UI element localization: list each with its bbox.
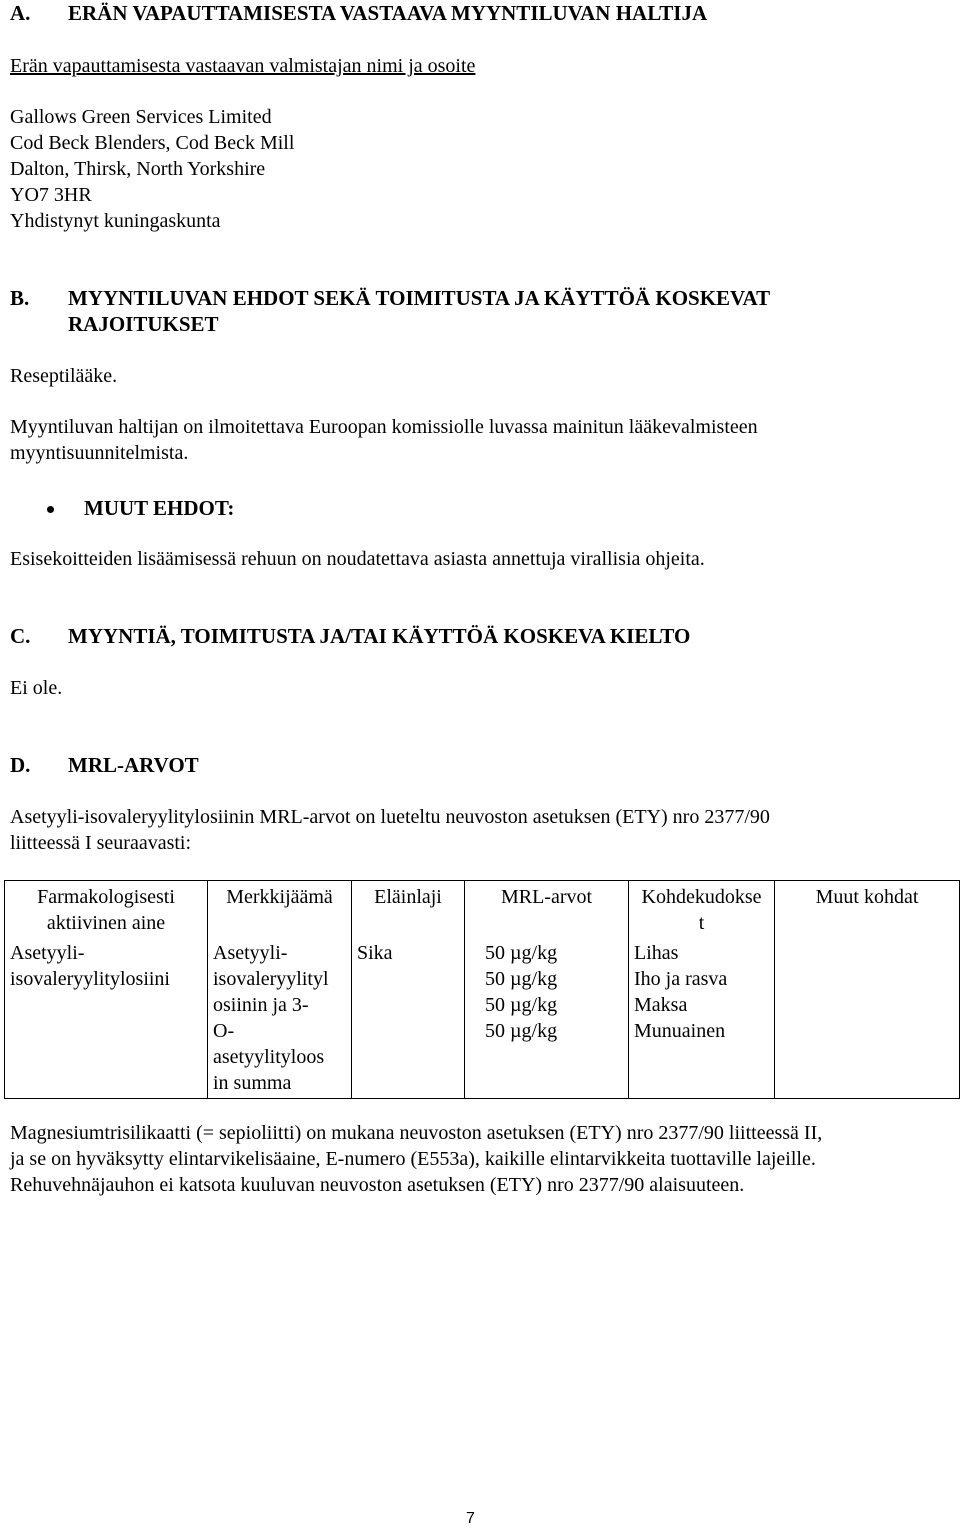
address-line-5: Yhdistynyt kuningaskunta xyxy=(10,210,221,232)
header-substance: Farmakologisesti aktiivinen aine xyxy=(5,881,208,939)
section-b-letter: B. xyxy=(10,286,30,310)
header-tissue: Kohdekudokse t xyxy=(629,881,775,939)
header-other: Muut kohdat xyxy=(775,881,960,939)
cell-substance: Asetyyli- isovaleryylitylosiini xyxy=(5,938,208,1099)
mrl-intro-line-2: liitteessä I seuraavasti: xyxy=(10,832,192,854)
manufacturer-address xyxy=(10,104,294,234)
section-a-letter: A. xyxy=(10,1,31,25)
cell-tissue: Lihas Iho ja rasva Maksa Munuainen xyxy=(629,938,775,1099)
section-b-heading xyxy=(10,285,770,311)
section-d-letter: D. xyxy=(10,753,31,777)
section-c-letter: C. xyxy=(10,624,31,648)
table-header-row xyxy=(5,881,960,939)
manufacturer-subheading: Erän vapauttamisesta vastaavan valmistajan nimi ja osoite xyxy=(10,55,476,77)
prescription-text: Reseptilääke. xyxy=(10,365,118,387)
section-c-heading xyxy=(10,623,690,649)
address-line-3: Dalton, Thirsk, North Yorkshire xyxy=(10,158,266,180)
header-mrl: MRL-arvot xyxy=(465,881,629,939)
closing-line-1: Magnesiumtrisilikaatti (= sepioliitti) on mukana neuvoston asetuksen (ETY) nro 2377/90 liitteessä II, xyxy=(10,1122,823,1144)
section-d-title: MRL-ARVOT xyxy=(68,753,199,777)
header-species: Eläinlaji xyxy=(352,881,465,939)
mrl-table xyxy=(4,880,960,1099)
closing-paragraph xyxy=(10,1120,822,1198)
page-number: 7 xyxy=(466,1510,475,1527)
other-conditions-heading: MUUT EHDOT: xyxy=(84,496,235,520)
premix-instructions: Esisekoitteiden lisäämisessä rehuun on noudatettava asiasta annettuja virallisia ohjeita. xyxy=(10,548,705,570)
section-c-title: MYYNTIÄ, TOIMITUSTA JA/TAI KÄYTTÖÄ KOSKEVA KIELTO xyxy=(68,624,691,648)
section-a-heading xyxy=(10,0,707,26)
notification-line-1: Myyntiluvan haltijan on ilmoitettava Euroopan komissiolle luvassa mainitun lääkevalmisteen xyxy=(10,416,758,438)
cell-mrl: 50 µg/kg 50 µg/kg 50 µg/kg 50 µg/kg xyxy=(465,938,629,1099)
address-line-1: Gallows Green Services Limited xyxy=(10,106,272,128)
notification-paragraph xyxy=(10,414,758,466)
section-b-title-line-2: RAJOITUKSET xyxy=(68,312,219,336)
section-a-title: ERÄN VAPAUTTAMISESTA VASTAAVA MYYNTILUVAN HALTIJA xyxy=(68,1,708,25)
cell-species: Sika xyxy=(352,938,465,1099)
notification-line-2: myyntisuunnitelmista. xyxy=(10,442,189,464)
prohibition-text: Ei ole. xyxy=(10,677,63,699)
table-row xyxy=(5,938,960,1099)
mrl-intro-line-1: Asetyyli-isovaleryylitylosiinin MRL-arvot on lueteltu neuvoston asetuksen (ETY) nro 2377/90 xyxy=(10,806,770,828)
cell-other xyxy=(775,938,960,1099)
address-line-4: YO7 3HR xyxy=(10,184,92,206)
header-marker: Merkkijäämä xyxy=(208,881,352,939)
section-b-title-line-1: MYYNTILUVAN EHDOT SEKÄ TOIMITUSTA JA KÄYTTÖÄ KOSKEVAT xyxy=(68,286,771,310)
cell-marker: Asetyyli- isovaleryylityl osiinin ja 3- O- asetyylityloos in summa xyxy=(208,938,352,1099)
closing-line-2: ja se on hyväksytty elintarvikelisäaine, E-numero (E553a), kaikille elintarvikkeita tuottaville lajeille. xyxy=(10,1148,816,1170)
closing-line-3: Rehuvehnäjauhon ei katsota kuuluvan neuvoston asetuksen (ETY) nro 2377/90 alaisuuteen. xyxy=(10,1174,745,1196)
address-line-2: Cod Beck Blenders, Cod Beck Mill xyxy=(10,132,295,154)
mrl-intro xyxy=(10,804,770,856)
bullet-icon xyxy=(47,506,54,513)
section-d-heading xyxy=(10,752,199,778)
